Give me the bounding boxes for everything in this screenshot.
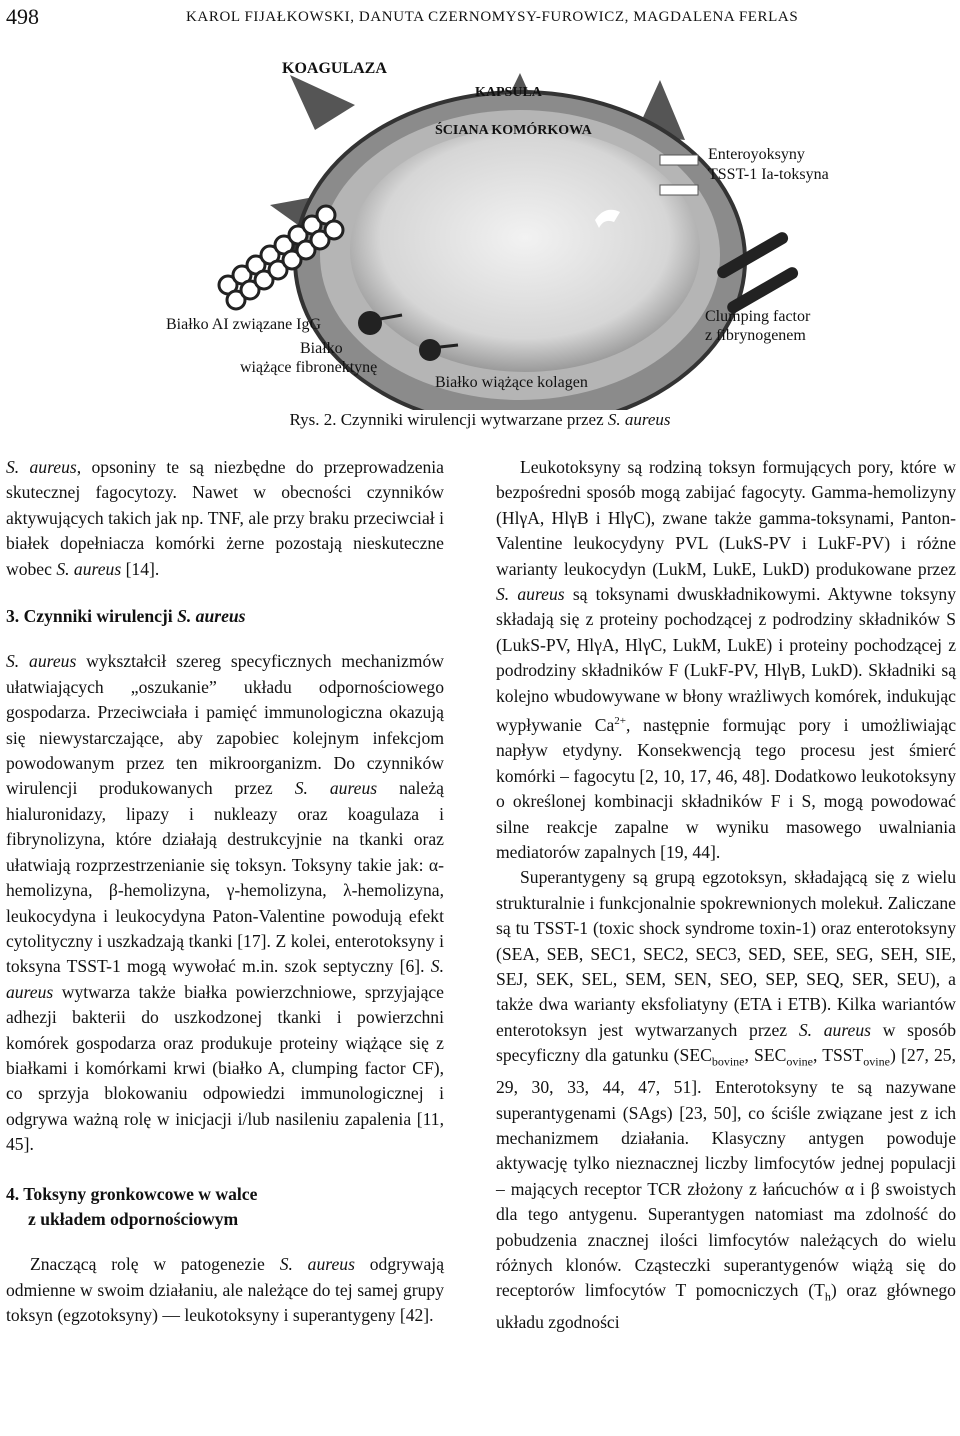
left-column	[6, 455, 444, 1329]
label-kapsula: KAPSULA	[475, 85, 542, 100]
paragraph: Superantygeny są grupą egzotoksyn, składającą się z wielu strukturalnie i funkcjonalnie spokrewnionych molekuł. Zaliczane są tu TSST-1 (toxic shock syndrome toxin-1) oraz enterotoksyny (SEA, SEB, SEC1, SEC2, SEC3, SED, SEE, SEG, SEH, SIE, SEJ, SEK, SEL, SEM, SEN, SEO, SEP, SEQ, SER, SEU), a także dwa warianty eksfoliatyny (ETA i ETB). Kilka wariantów enterotoksyn jest wytwarzanych przez S. aureus w sposób specyficzny dla gatunku ($SEC_{bovine}$, $SEC_{ovine}$, $TSST_{ovine}$) [27, 25, 29, 30, 33, 44, 47, 51]. Enterotoksyny te są nazywane superantygenami (SAgs) [23, 50], co ściśle związane jest z ich mechanizmem działania. Klasyczny antygen powoduje aktywację tylko nieznacznej liczby limfocytów jednej populacji – mających receptor TCR złożony z łańcuchów α i β swoistych dla tego antygenu. Superantygen natomiast ma zdolność do pobudzenia znacznej ilości limfocytów należących do wielu różnych klonów. Cząsteczki superantygenów wiążą się do receptorów limfocytów T pomocniczych $(T_h)$ oraz głównego układu zgodności	[496, 867, 956, 1333]
running-authors: KAROL FIJAŁKOWSKI, DANUTA CZERNOMYSY-FUROWICZ, MAGDALENA FERLAS	[186, 9, 799, 25]
paragraph: Znaczącą rolę w patogenezie S. aureus odgrywają odmienne w swoim działaniu, ale należące do tej samej grupy toksyn (egzotoksyny) — leukotoksyny i superantygeny [42].	[6, 1254, 444, 1326]
figure-caption: Rys. 2. Czynniki wirulencji wytwarzane przez S. aureus	[289, 410, 671, 429]
label-fibronectin-1: Białko	[300, 340, 343, 357]
running-header	[6, 4, 954, 30]
right-column	[496, 455, 956, 1336]
label-enterotoxins-2: TSST-1 Ia-toksyna	[708, 166, 829, 183]
label-sciana-komorkowa: ŚCIANA KOMÓRKOWA	[435, 123, 592, 138]
paragraph: S. aureus wykształcił szereg specyficznych mechanizmów ułatwiających „oszukanie” układu odpornościowego gospodarza. Przeciwciała i pamięć immunologiczna okazują się niewystarczające, aby zapobiec kolejnym infekcjom powodowanym przez ten mikroorganizm. Do czynników wirulencji produkowanych przez S. aureus należą hialuronidazy, lipazy i nukleazy oraz koagulaza i fibrynolizyna, które działają destrukcyjnie na tkanki oraz ułatwiają rozprzestrzenianie się toksyn. Toksyny takie jak: α-hemolizyna, β-hemolizyna, γ-hemolizyna, λ-hemolizyna, leukocydyna i leukocydyna Paton-Valentine powodują efekt cytolityczny i uszkadzają tkanki [17]. Z kolei, enterotoksyny i toksyna TSST-1 mogą wywołać m.in. szok septyczny [6]. S. aureus wytwarza także białka powierzchniowe, sprzyjające adhezji bakterii do uszkodzonej tkanki i powierzchni komórek gospodarza oraz produkuje proteiny wiążące się z białkami i komórkami krwi (białko A, clumping factor CF), co sprzyja blokowaniu odpowiedzi immunologicznej i odgrywa ważną rolę w inicjacji i/lub nasileniu zapalenia [11, 45].	[6, 651, 444, 1155]
label-koagulaza: KOAGULAZA	[282, 60, 387, 77]
page-number: 498	[6, 4, 39, 29]
label-fibronectin-2: wiążące fibronektynę	[240, 359, 378, 376]
label-clumping-2: z fibrynogenem	[705, 327, 806, 344]
section-heading-3: 3. Czynniki wirulencji S. aureus	[6, 606, 246, 627]
label-clumping-1: Clumping factor	[705, 308, 811, 325]
label-bialko-a: Białko AI związane IgG	[166, 316, 322, 333]
figure-virulence-factors	[140, 45, 900, 410]
label-kolagen: Białko wiążące kolagen	[435, 374, 588, 391]
paragraph: S. aureus, opsoniny te są niezbędne do przeprowadzenia skutecznej fagocytozy. Nawet w obecności czynników aktywujących takich jak np. TNF, ale przy braku przeciwciał i białek dopełniacza komórki żerne pozostają nieskuteczne wobec S. aureus [14].	[6, 457, 444, 579]
paragraph: Leukotoksyny są rodziną toksyn formujących pory, które w bezpośredni sposób mogą zabijać fagocyty. Gamma-hemolizyny (HlγA, HlγB i HlγC), zwane także gamma-toksynami, Panton-Valentine leukocydyny PVL (LukS-PV i LukF-PV) i różne warianty leukocydyn (LukM, LukE, LukD) produkowane przez S. aureus są toksynami dwuskładnikowymi. Aktywne toksyny składają się z proteiny pochodzącej z podrodziny składników S (LukS-PV, HlγA, HlγC, LukM, LukE) i proteiny pochodzącej z podrodziny składników F (LukF-PV, HlγB, LukD). Składniki są kolejno wbudowywane w błony wrażliwych komórek, indukując wypływanie $Ca^{2+}$, następnie formując pory i umożliwiając napływ etydyny. Konsekwencją tego procesu jest śmierć komórki – fagocytu [2, 10, 17, 46, 48]. Dodatkowo leukotoksyny o określonej kombinacji składników F i S, mogą powodować silne reakcje zapalne w wyniku masowego uwalniania mediatorów zapalnych [19, 44].	[496, 457, 957, 862]
label-enterotoxins-1: Enteroyoksyny	[708, 146, 805, 163]
section-heading-4: 4. Toksyny gronkowcowe w walce z układem odpornościowym	[6, 1183, 258, 1229]
